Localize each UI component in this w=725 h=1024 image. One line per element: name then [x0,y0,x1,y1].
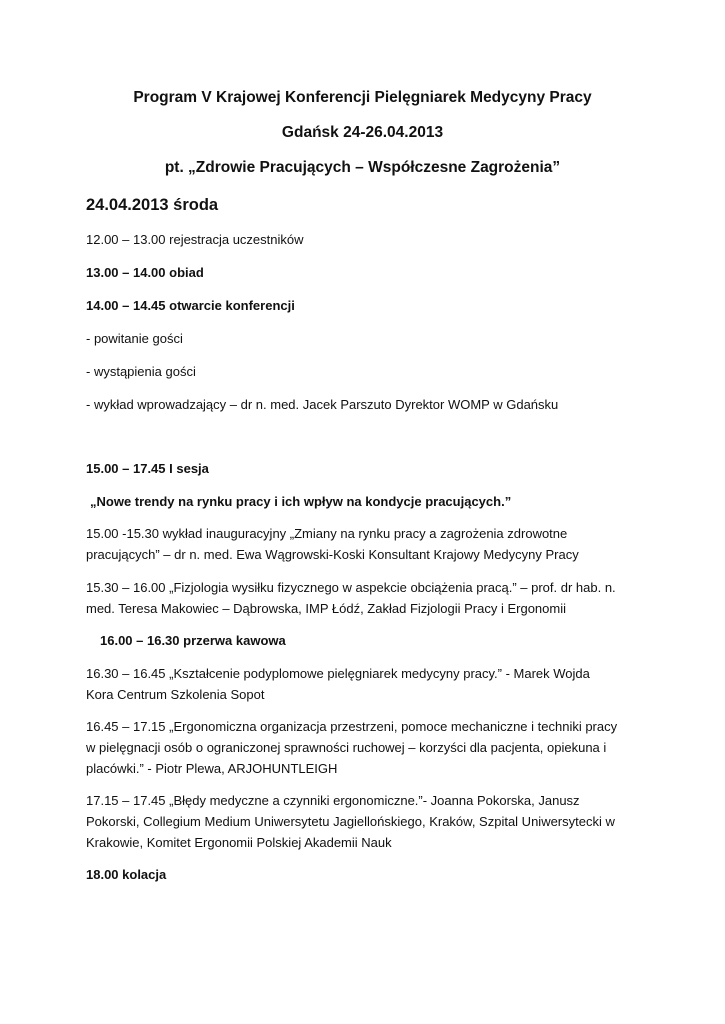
schedule-line: med. Teresa Makowiec – Dąbrowska, IMP Łódź, Zakład Fizjologii Pracy i Ergonomii [86,601,566,616]
schedule-line: 14.00 – 14.45 otwarcie konferencji [86,298,295,313]
conference-theme: pt. „Zdrowie Pracujących – Współczesne Zagrożenia” [164,159,561,176]
schedule-line: Pokorski, Collegium Medium Uniwersytetu Jagiellońskiego, Kraków, Szpital Uniwersytecki w [86,814,615,829]
schedule-line: - wykład wprowadzający – dr n. med. Jacek Parszuto Dyrektor WOMP w Gdańsku [86,397,559,412]
session-theme: „Nowe trendy na rynku pracy i ich wpływ na kondycje pracujących.” [90,494,512,509]
schedule-line: 16.45 – 17.15 „Ergonomiczna organizacja przestrzeni, pomoce mechaniczne i techniki pracy [86,719,618,734]
schedule-line: w pielęgnacji osób o ograniczonej sprawności ruchowej – korzyści dla pacjenta, opiekuna i [86,740,607,755]
conference-title: Program V Krajowej Konferencji Pielęgniarek Medycyny Pracy [133,89,592,106]
day-heading: 24.04.2013 środa [86,196,219,214]
schedule-line: 17.15 – 17.45 „Błędy medyczne a czynniki ergonomiczne.”- Joanna Pokorska, Janusz [86,793,580,808]
schedule-line: 16.30 – 16.45 „Kształcenie podyplomowe pielęgniarek medycyny pracy.” - Marek Wojda [86,666,590,681]
session-heading: 15.00 – 17.45 I sesja [86,461,209,476]
schedule-line: 12.00 – 13.00 rejestracja uczestników [86,232,304,247]
schedule-line: - wystąpienia gości [86,364,196,379]
schedule-line: 15.30 – 16.00 „Fizjologia wysiłku fizycznego w aspekcie obciążenia pracą.” – prof. dr hab. n. [86,580,616,595]
schedule-line: pracujących” – dr n. med. Ewa Wągrowski-Koski Konsultant Krajowy Medycyny Pracy [86,547,579,562]
dinner: 18.00 kolacja [86,867,167,882]
coffee-break: 16.00 – 16.30 przerwa kawowa [100,633,286,648]
schedule-line: 15.00 -15.30 wykład inauguracyjny „Zmiany na rynku pracy a zagrożenia zdrowotne [86,526,568,541]
schedule-line: - powitanie gości [86,331,183,346]
schedule-line: Kora Centrum Szkolenia Sopot [86,687,265,702]
schedule-line: Krakowie, Komitet Ergonomii Polskiej Akademii Nauk [86,835,392,850]
conference-place-date: Gdańsk 24-26.04.2013 [281,124,444,141]
schedule-line: 13.00 – 14.00 obiad [86,265,204,280]
schedule-line: placówki.” - Piotr Plewa, ARJOHUNTLEIGH [86,761,338,776]
